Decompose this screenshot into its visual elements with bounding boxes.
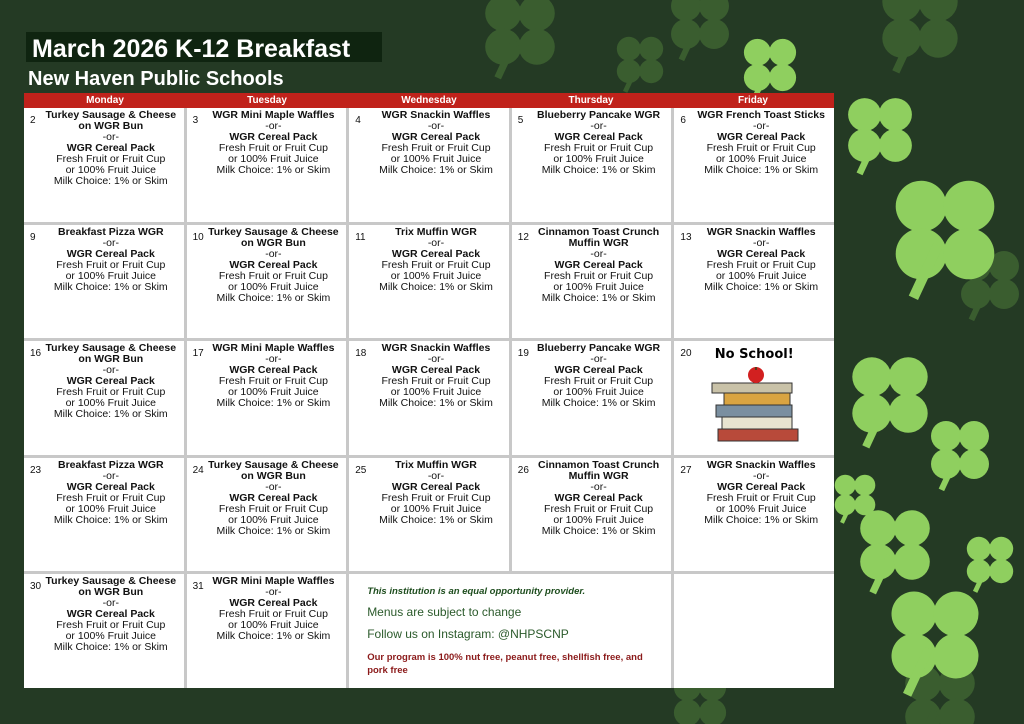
day-number: 18	[355, 348, 367, 360]
juice-option: or 100% Fruit Juice	[715, 153, 807, 165]
entree-name: WGR Mini Maple Waffles	[212, 109, 335, 121]
entree-name: WGR Mini Maple Waffles	[212, 575, 335, 588]
milk-option: Milk Choice: 1% or Skim	[704, 164, 819, 176]
cereal-option: WGR Cereal Pack	[229, 364, 318, 377]
fruit-option: Fresh Fruit or Fruit Cup	[381, 375, 491, 388]
entree-name: Trix Muffin WGR	[395, 458, 477, 471]
entree-name: Turkey Sausage & Cheese on WGR Bun	[45, 109, 177, 132]
day-cell	[674, 108, 834, 222]
entree-name: Blueberry Pancake WGR	[537, 342, 661, 355]
milk-option: Milk Choice: 1% or Skim	[379, 513, 493, 526]
menu-item	[42, 343, 180, 420]
change-note: Menus are subject to change	[367, 605, 522, 620]
day-cell	[512, 341, 672, 455]
or-separator: -or-	[753, 120, 770, 132]
day-number: 10	[192, 231, 204, 243]
entree-name: WGR Snackin Waffles	[381, 342, 491, 355]
page-subtitle: New Haven Public Schools	[28, 68, 284, 90]
or-separator: -or-	[102, 236, 119, 249]
fruit-option: Fresh Fruit or Fruit Cup	[544, 502, 654, 515]
fruit-option: Fresh Fruit or Fruit Cup	[544, 375, 654, 388]
cereal-option: WGR Cereal Pack	[717, 480, 806, 493]
or-separator: -or-	[265, 247, 282, 260]
juice-option: or 100% Fruit Juice	[715, 502, 807, 515]
milk-option: Milk Choice: 1% or Skim	[541, 524, 656, 537]
milk-option: Milk Choice: 1% or Skim	[379, 164, 493, 176]
juice-option: or 100% Fruit Juice	[65, 630, 157, 643]
cereal-option: WGR Cereal Pack	[391, 131, 481, 143]
day-cell	[674, 458, 834, 572]
milk-option: Milk Choice: 1% or Skim	[379, 397, 493, 410]
day-number: 17	[192, 348, 204, 360]
day-cell	[187, 341, 347, 455]
milk-option: Milk Choice: 1% or Skim	[216, 164, 331, 176]
equal-opportunity-note: This institution is an equal opportunity provider.	[367, 586, 586, 598]
page-title: March 2026 K-12 Breakfast	[26, 32, 382, 62]
day-cell	[349, 108, 509, 222]
cereal-option: WGR Cereal Pack	[554, 258, 643, 271]
fruit-option: Fresh Fruit or Fruit Cup	[56, 153, 166, 165]
juice-option: or 100% Fruit Juice	[228, 153, 319, 165]
day-cell	[512, 108, 672, 222]
menu-item	[367, 343, 505, 409]
fruit-option: Fresh Fruit or Fruit Cup	[544, 142, 654, 154]
cereal-option: WGR Cereal Pack	[66, 375, 155, 388]
milk-option: Milk Choice: 1% or Skim	[53, 175, 168, 187]
menu-item	[530, 343, 668, 409]
milk-option: Milk Choice: 1% or Skim	[379, 280, 493, 293]
milk-option: Milk Choice: 1% or Skim	[704, 280, 819, 293]
day-number: 11	[355, 231, 366, 243]
cereal-option: WGR Cereal Pack	[717, 247, 806, 260]
no-school-label: No School!	[714, 347, 794, 363]
day-number: 20	[680, 348, 692, 360]
or-separator: -or-	[265, 586, 282, 599]
cereal-option: WGR Cereal Pack	[66, 480, 155, 493]
or-separator: -or-	[427, 236, 445, 249]
weekday-monday: Monday	[86, 95, 124, 106]
day-number: 2	[30, 115, 36, 126]
weekday-header	[24, 93, 834, 108]
fruit-option: Fresh Fruit or Fruit Cup	[544, 269, 654, 282]
menu-item	[205, 460, 343, 537]
cereal-option: WGR Cereal Pack	[229, 491, 318, 504]
entree-name: Cinnamon Toast Crunch Muffin WGR	[538, 225, 660, 249]
weekday-wednesday: Wednesday	[401, 95, 457, 106]
cereal-option: WGR Cereal Pack	[554, 364, 643, 377]
or-separator: -or-	[753, 236, 770, 249]
menu-item	[367, 227, 505, 293]
entree-name: Breakfast Pizza WGR	[57, 225, 164, 238]
day-number: 16	[30, 348, 42, 360]
menu-item	[692, 110, 830, 176]
menu-item	[530, 460, 668, 537]
day-number: 23	[30, 464, 42, 476]
day-cell	[674, 341, 834, 455]
info-footer	[349, 574, 671, 688]
allergen-note: Our program is 100% nut free, peanut free, shellfish free, and pork free	[367, 652, 643, 677]
menu-item	[42, 576, 180, 653]
or-separator: -or-	[102, 364, 119, 377]
juice-option: or 100% Fruit Juice	[228, 386, 319, 399]
or-separator: -or-	[265, 353, 282, 366]
day-cell	[24, 458, 184, 572]
entree-name: Turkey Sausage & Cheese on WGR Bun	[45, 342, 177, 366]
cereal-option: WGR Cereal Pack	[66, 247, 155, 260]
menu-item	[205, 343, 343, 409]
entree-name: WGR Snackin Waffles	[706, 225, 816, 238]
fruit-option: Fresh Fruit or Fruit Cup	[706, 142, 816, 154]
milk-option: Milk Choice: 1% or Skim	[53, 513, 168, 526]
menu-item	[692, 460, 830, 526]
or-separator: -or-	[265, 480, 282, 493]
milk-option: Milk Choice: 1% or Skim	[216, 397, 331, 410]
calendar-grid	[24, 108, 834, 688]
day-number: 25	[355, 464, 367, 476]
entree-name: WGR Mini Maple Waffles	[212, 342, 335, 355]
day-cell	[349, 225, 509, 339]
cereal-option: WGR Cereal Pack	[66, 608, 155, 621]
day-cell	[512, 225, 672, 339]
or-separator: -or-	[590, 247, 607, 260]
cereal-option: WGR Cereal Pack	[229, 131, 318, 143]
day-number: 30	[30, 581, 42, 593]
or-separator: -or-	[427, 469, 445, 482]
or-separator: -or-	[102, 469, 119, 482]
menu-item	[367, 110, 505, 176]
fruit-option: Fresh Fruit or Fruit Cup	[56, 386, 166, 399]
juice-option: or 100% Fruit Juice	[390, 269, 482, 282]
or-separator: -or-	[265, 120, 282, 132]
menu-item	[692, 227, 830, 293]
entree-name: WGR Snackin Waffles	[706, 458, 816, 471]
cereal-option: WGR Cereal Pack	[717, 131, 806, 143]
or-separator: -or-	[590, 120, 607, 132]
menu-item	[205, 576, 343, 642]
day-number: 9	[30, 231, 36, 243]
cereal-option: WGR Cereal Pack	[554, 131, 643, 143]
or-separator: -or-	[102, 131, 119, 143]
fruit-option: Fresh Fruit or Fruit Cup	[218, 375, 328, 388]
menu-item	[42, 227, 180, 293]
juice-option: or 100% Fruit Juice	[390, 386, 482, 399]
juice-option: or 100% Fruit Juice	[65, 397, 157, 410]
day-cell	[24, 574, 184, 688]
juice-option: or 100% Fruit Juice	[228, 619, 319, 632]
day-cell	[24, 341, 184, 455]
milk-option: Milk Choice: 1% or Skim	[541, 397, 656, 410]
juice-option: or 100% Fruit Juice	[390, 502, 482, 515]
fruit-option: Fresh Fruit or Fruit Cup	[381, 142, 491, 154]
cereal-option: WGR Cereal Pack	[391, 247, 481, 260]
menu-item	[205, 227, 343, 304]
day-cell	[187, 574, 347, 688]
entree-name: WGR Snackin Waffles	[381, 109, 491, 121]
milk-option: Milk Choice: 1% or Skim	[53, 408, 168, 421]
juice-option: or 100% Fruit Juice	[553, 280, 644, 293]
menu-item	[42, 460, 180, 526]
menu-calendar	[24, 93, 834, 688]
day-number: 26	[517, 464, 529, 476]
books-apple-icon	[700, 367, 810, 447]
cereal-option: WGR Cereal Pack	[229, 597, 318, 610]
milk-option: Milk Choice: 1% or Skim	[216, 524, 331, 537]
weekday-tuesday: Tuesday	[247, 95, 287, 106]
milk-option: Milk Choice: 1% or Skim	[216, 630, 331, 643]
fruit-option: Fresh Fruit or Fruit Cup	[706, 491, 816, 504]
or-separator: -or-	[590, 480, 607, 493]
juice-option: or 100% Fruit Juice	[553, 153, 644, 165]
day-cell	[512, 458, 672, 572]
empty-cell	[674, 574, 834, 688]
juice-option: or 100% Fruit Juice	[390, 153, 482, 165]
juice-option: or 100% Fruit Juice	[65, 164, 157, 176]
day-number: 24	[192, 464, 204, 476]
juice-option: or 100% Fruit Juice	[65, 269, 157, 282]
menu-item	[530, 227, 668, 304]
fruit-option: Fresh Fruit or Fruit Cup	[381, 491, 491, 504]
entree-name: Cinnamon Toast Crunch Muffin WGR	[538, 458, 660, 482]
weekday-friday: Friday	[737, 95, 768, 106]
day-number: 27	[680, 464, 692, 476]
menu-item	[42, 110, 180, 187]
day-number: 31	[192, 581, 204, 593]
menu-item	[530, 110, 668, 176]
entree-name: Turkey Sausage & Cheese on WGR Bun	[208, 225, 339, 249]
day-cell	[187, 458, 347, 572]
milk-option: Milk Choice: 1% or Skim	[541, 164, 656, 176]
milk-option: Milk Choice: 1% or Skim	[53, 280, 168, 293]
entree-name: Turkey Sausage & Cheese on WGR Bun	[208, 458, 339, 482]
day-number: 6	[680, 115, 686, 126]
entree-name: Trix Muffin WGR	[395, 225, 477, 238]
day-number: 19	[517, 348, 529, 360]
milk-option: Milk Choice: 1% or Skim	[541, 291, 656, 304]
juice-option: or 100% Fruit Juice	[228, 280, 319, 293]
milk-option: Milk Choice: 1% or Skim	[216, 291, 331, 304]
day-cell	[187, 225, 347, 339]
day-cell	[187, 108, 347, 222]
day-cell	[674, 225, 834, 339]
or-separator: -or-	[753, 469, 770, 482]
day-number: 3	[192, 115, 199, 126]
juice-option: or 100% Fruit Juice	[715, 269, 807, 282]
juice-option: or 100% Fruit Juice	[553, 513, 644, 526]
day-cell	[24, 108, 184, 222]
or-separator: -or-	[427, 353, 445, 366]
milk-option: Milk Choice: 1% or Skim	[704, 513, 819, 526]
fruit-option: Fresh Fruit or Fruit Cup	[56, 619, 166, 632]
weekday-thursday: Thursday	[568, 95, 614, 106]
or-separator: -or-	[590, 353, 607, 366]
juice-option: or 100% Fruit Juice	[228, 513, 319, 526]
day-number: 4	[355, 115, 361, 126]
menu-item	[367, 460, 505, 526]
juice-option: or 100% Fruit Juice	[65, 502, 157, 515]
milk-option: Milk Choice: 1% or Skim	[53, 641, 168, 654]
day-number: 12	[517, 231, 529, 243]
day-cell	[349, 458, 509, 572]
fruit-option: Fresh Fruit or Fruit Cup	[218, 142, 328, 154]
entree-name: Turkey Sausage & Cheese on WGR Bun	[45, 575, 177, 599]
menu-item	[205, 110, 343, 176]
cereal-option: WGR Cereal Pack	[66, 142, 155, 154]
fruit-option: Fresh Fruit or Fruit Cup	[56, 258, 166, 271]
entree-name: WGR French Toast Sticks	[697, 109, 825, 121]
fruit-option: Fresh Fruit or Fruit Cup	[381, 258, 491, 271]
fruit-option: Fresh Fruit or Fruit Cup	[218, 502, 328, 515]
juice-option: or 100% Fruit Juice	[553, 386, 644, 399]
instagram-note: Follow us on Instagram: @NHPSCNP	[367, 627, 569, 642]
fruit-option: Fresh Fruit or Fruit Cup	[218, 608, 328, 621]
day-cell	[349, 341, 509, 455]
day-number: 13	[680, 231, 692, 243]
fruit-option: Fresh Fruit or Fruit Cup	[56, 491, 166, 504]
cereal-option: WGR Cereal Pack	[391, 480, 481, 493]
or-separator: -or-	[102, 597, 119, 610]
cereal-option: WGR Cereal Pack	[391, 364, 481, 377]
cereal-option: WGR Cereal Pack	[554, 491, 643, 504]
day-cell	[24, 225, 184, 339]
day-number: 5	[517, 115, 524, 126]
fruit-option: Fresh Fruit or Fruit Cup	[706, 258, 816, 271]
fruit-option: Fresh Fruit or Fruit Cup	[218, 269, 328, 282]
or-separator: -or-	[427, 120, 445, 132]
entree-name: Breakfast Pizza WGR	[57, 458, 164, 471]
entree-name: Blueberry Pancake WGR	[537, 109, 661, 121]
cereal-option: WGR Cereal Pack	[229, 258, 318, 271]
